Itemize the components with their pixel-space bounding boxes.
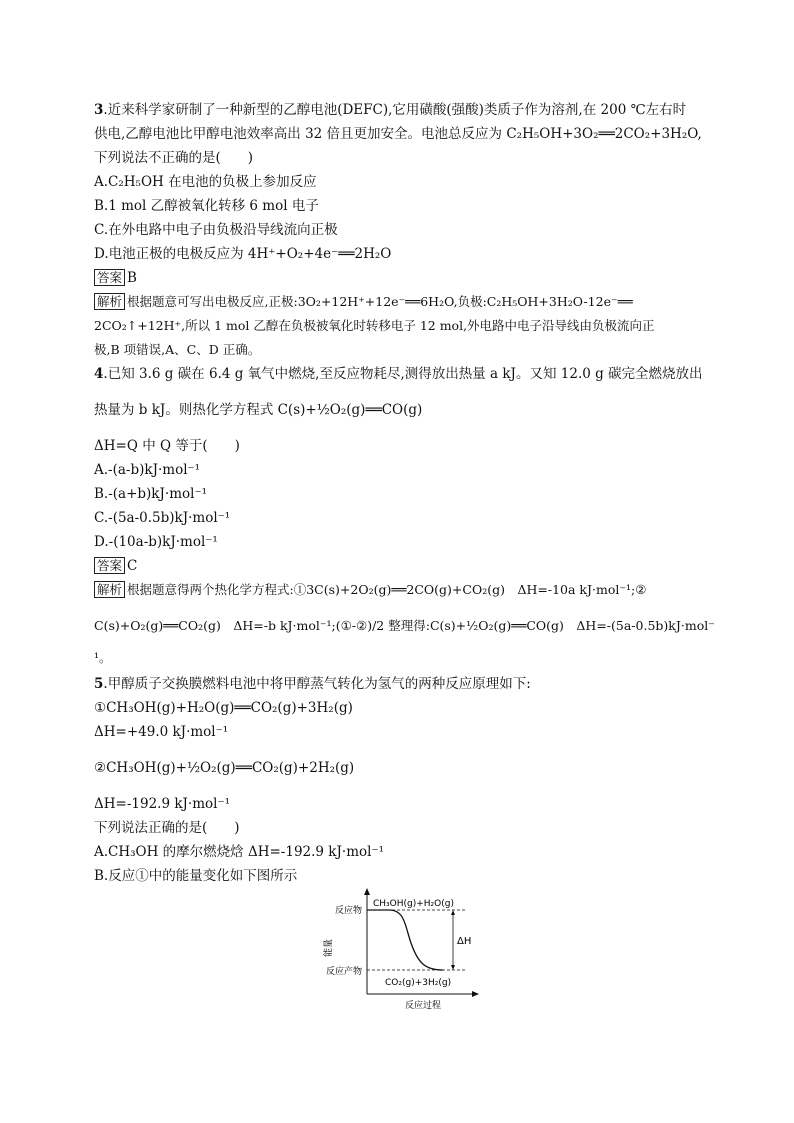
q3-option-b: B.1 mol 乙醇被氧化转移 6 mol 电子 — [94, 198, 319, 214]
energy-curve — [367, 910, 443, 970]
q4-option-b: B.-(a+b)kJ·mol⁻¹ — [94, 486, 207, 502]
answer-value: B — [127, 270, 137, 286]
delta-h-arrow-up-icon — [451, 910, 455, 915]
q3-line1: 3.近来科学家研制了一种新型的乙醇电池(DEFC),它用磺酸(强酸)类质子作为溶剂,在 200 ℃左右时 — [94, 102, 687, 118]
q3-number: 3 — [94, 102, 104, 118]
y-axis-label: 能量 — [324, 938, 334, 958]
delta-h-label: ΔH — [457, 936, 472, 947]
q4-option-c: C.-(5a-0.5b)kJ·mol⁻¹ — [94, 510, 231, 526]
q3-answer — [94, 268, 137, 288]
x-axis-arrow-icon — [472, 991, 479, 997]
q3-analysis-line2: 2CO₂↑+12H⁺,所以 1 mol 乙醇在负极被氧化时转移电子 12 mol,外电路中电子沿导线由负极流向正 — [94, 318, 655, 333]
q4-line1: 4.已知 3.6 g 碳在 6.4 g 氧气中燃烧,至反应物耗尽,测得放出热量 a kJ。又知 12.0 g 碳完全燃烧放出 — [94, 366, 703, 382]
q3-line3: 下列说法不正确的是( ) — [94, 150, 254, 166]
reactant-formula: CH₃OH(g)+H₂O(g) — [373, 899, 454, 909]
q5-dh1: ΔH=+49.0 kJ·mol⁻¹ — [94, 724, 229, 740]
q4-number: 4 — [94, 366, 104, 382]
q4-line2: 热量为 b kJ。则热化学方程式 C(s)+½O₂(g)══CO(g) — [94, 402, 423, 418]
answer-tag: 答案 — [94, 269, 125, 286]
q3-analysis: 解析 根据题意可写出电极反应,正极:3O₂+12H⁺+12e⁻══6H₂O,负极:C₂H₅OH+3H₂O-12e⁻══ — [94, 292, 633, 312]
q5-option-a: A.CH₃OH 的摩尔燃烧焓 ΔH=-192.9 kJ·mol⁻¹ — [94, 844, 384, 860]
energy-diagram — [305, 888, 485, 1010]
q5-dh2: ΔH=-192.9 kJ·mol⁻¹ — [94, 796, 231, 812]
q3-line2: 供电,乙醇电池比甲醇电池效率高出 32 倍且更加安全。电池总反应为 C₂H₅OH+3O₂══2CO₂+3H₂O, — [94, 126, 702, 142]
q4-option-a: A.-(a-b)kJ·mol⁻¹ — [94, 462, 201, 478]
q4-analysis: 解析 根据题意得两个热化学方程式:①3C(s)+2O₂(g)══2CO(g)+CO₂(g) ΔH=-10a kJ·mol⁻¹;② — [94, 580, 646, 600]
q3-option-d: D.电池正极的电极反应为 4H⁺+O₂+4e⁻══2H₂O — [94, 246, 392, 262]
q5-question: 下列说法正确的是( ) — [94, 820, 240, 836]
delta-h-arrow-down-icon — [451, 965, 455, 970]
q3-option-c: C.在外电路中电子由负极沿导线流向正极 — [94, 222, 338, 238]
product-formula: CO₂(g)+3H₂(g) — [385, 978, 452, 988]
q3-option-a: A.C₂H₅OH 在电池的负极上参加反应 — [94, 174, 317, 190]
q5-line1: 5.甲醇质子交换膜燃料电池中将甲醇蒸气转化为氢气的两种反应原理如下: — [94, 676, 531, 692]
q5-number: 5 — [94, 676, 104, 692]
q4-analysis-line3: ¹。 — [94, 650, 112, 665]
q3-analysis-line3: 极,B 项错误,A、C、D 正确。 — [94, 342, 261, 357]
x-axis-label: 反应过程 — [404, 1001, 442, 1010]
q4-option-d: D.-(10a-b)kJ·mol⁻¹ — [94, 534, 218, 550]
q5-reaction1: ①CH₃OH(g)+H₂O(g)══CO₂(g)+3H₂(g) — [94, 700, 353, 716]
y-axis-arrow-icon — [364, 888, 370, 895]
answer-tag: 答案 — [94, 557, 125, 574]
q4-line3: ΔH=Q 中 Q 等于( ) — [94, 438, 240, 454]
q4-answer — [94, 556, 137, 576]
product-label: 反应产物 — [325, 967, 362, 977]
q4-analysis-line2: C(s)+O₂(g)══CO₂(g) ΔH=-b kJ·mol⁻¹;(①-②)/2 整理得:C(s)+½O₂(g)══CO(g) ΔH=-(5a-0.5b)kJ·mol⁻ — [94, 618, 715, 633]
analysis-tag: 解析 — [94, 581, 125, 598]
reactant-label: 反应物 — [334, 906, 362, 916]
q5-reaction2: ②CH₃OH(g)+½O₂(g)══CO₂(g)+2H₂(g) — [94, 760, 355, 776]
analysis-tag: 解析 — [94, 293, 125, 310]
q5-option-b: B.反应①中的能量变化如下图所示 — [94, 868, 298, 884]
answer-value: C — [127, 558, 138, 574]
